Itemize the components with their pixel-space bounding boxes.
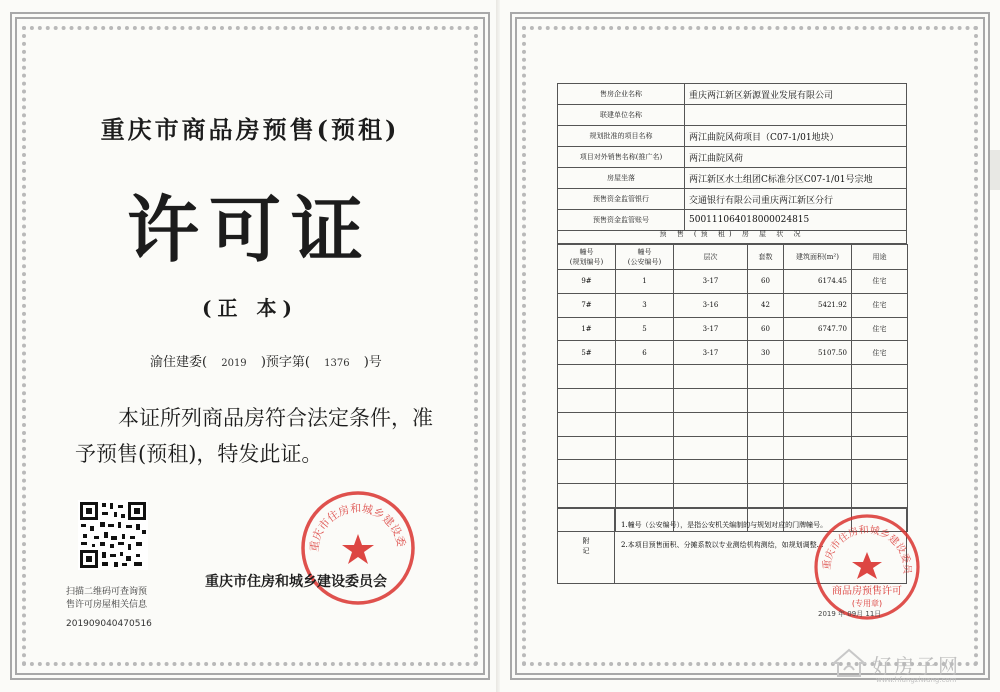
number-year: 2019 (221, 358, 247, 369)
blank-cell (674, 365, 748, 389)
blank-cell (616, 388, 674, 412)
blank-cell (558, 365, 616, 389)
grid-cell: 1# (558, 317, 616, 341)
qr-note-line2: 售许可房屋相关信息 (66, 600, 148, 610)
grid-cell: 9# (558, 270, 616, 294)
blank-cell (616, 436, 674, 460)
notes-label: 附 记 (558, 509, 615, 584)
sales-permit-seal (812, 512, 922, 622)
blank-row (558, 484, 908, 508)
blank-cell (558, 412, 616, 436)
qr-code[interactable] (78, 500, 148, 570)
copy-type: (正 本) (202, 296, 298, 320)
number-suffix: )号 (363, 355, 382, 370)
info-key: 项目对外销售名称(推广名) (558, 147, 685, 168)
grid-cell: 5 (616, 317, 674, 341)
building-table (557, 244, 908, 532)
blank-cell (852, 365, 908, 389)
info-row (558, 105, 907, 126)
blank-cell (852, 412, 908, 436)
grid-cell: 60 (748, 270, 784, 294)
blank-cell (674, 412, 748, 436)
grid-header: 用途 (852, 245, 908, 270)
grid-cell: 3 (616, 293, 674, 317)
grid-cell: 住宅 (852, 293, 908, 317)
blank-cell (852, 436, 908, 460)
blank-cell (748, 365, 784, 389)
grid-cell: 5421.92 (784, 293, 852, 317)
issuer-name: 重庆市住房和城乡建设委员会 (205, 574, 387, 590)
table-row (558, 341, 908, 365)
info-value: 两江曲院风荷项目（C07-1/01地块） (685, 126, 907, 147)
table-row (558, 293, 908, 317)
info-row (558, 168, 907, 189)
binder-clip (990, 150, 1000, 190)
svg-text:重庆市住房和城乡建设委员会 (298, 488, 408, 552)
info-value: 两江曲院风荷 (685, 147, 907, 168)
table-row (558, 317, 908, 341)
blank-cell (558, 460, 616, 484)
blank-cell (558, 388, 616, 412)
seal2-label2: (专用章) (851, 599, 883, 608)
site-watermark (832, 646, 982, 688)
number-prefix: 渝住建委( (150, 355, 208, 370)
blank-cell (852, 388, 908, 412)
blank-cell (784, 365, 852, 389)
blank-row (558, 365, 908, 389)
certificate-body-line2: 予预售(预租)，特发此证。 (75, 442, 323, 466)
blank-cell (852, 484, 908, 508)
grid-cell: 住宅 (852, 341, 908, 365)
grid-cell: 住宅 (852, 317, 908, 341)
certificate-title: 重庆市商品房预售(预租) (100, 115, 400, 144)
grid-cell: 5# (558, 341, 616, 365)
blank-cell (558, 436, 616, 460)
blank-cell (674, 436, 748, 460)
number-mid: )预字第( (260, 355, 310, 370)
info-key: 联建单位名称 (558, 105, 685, 126)
blank-cell (852, 460, 908, 484)
blank-row (558, 388, 908, 412)
blank-cell (616, 460, 674, 484)
grid-cell: 3-16 (674, 293, 748, 317)
blank-cell (748, 412, 784, 436)
blank-row (558, 436, 908, 460)
section-header: 预 售 (预 租) 房 屋 状 况 (557, 224, 907, 244)
info-value (685, 105, 907, 126)
info-row (558, 189, 907, 210)
seal1-arc-path: 重庆市住房和城乡建设委 (307, 501, 408, 553)
info-value: 重庆两江新区新源置业发展有限公司 (685, 84, 907, 105)
blank-cell (784, 436, 852, 460)
grid-cell: 3-17 (674, 317, 748, 341)
blank-cell (674, 484, 748, 508)
info-table (557, 83, 907, 231)
number-seq: 1376 (324, 358, 350, 369)
grid-cell: 6174.45 (784, 270, 852, 294)
blank-cell (784, 412, 852, 436)
blank-cell (784, 388, 852, 412)
grid-cell: 1 (616, 270, 674, 294)
info-value: 500111064018000024815 (685, 210, 907, 231)
blank-cell (748, 436, 784, 460)
grid-cell: 6 (616, 341, 674, 365)
note-line2: 2.本项目预售面积、分摊系数以专业测绘机构测绘，如规划调整... (621, 541, 824, 549)
info-key: 售房企业名称 (558, 84, 685, 105)
table-row (558, 270, 908, 294)
grid-cell: 60 (748, 317, 784, 341)
blank-cell (616, 412, 674, 436)
house-icon (832, 648, 866, 678)
blank-cell (616, 484, 674, 508)
blank-row (558, 412, 908, 436)
grid-cell: 6747.70 (784, 317, 852, 341)
blank-cell (748, 388, 784, 412)
blank-cell (616, 365, 674, 389)
info-key: 预售资金监管账号 (558, 210, 685, 231)
certificate-body-line1: 本证所列商品房符合法定条件，准 (118, 406, 433, 430)
grid-header: 套数 (748, 245, 784, 270)
note-line1: 1.幢号（公安编号），是指公安机关编制的与规划对应的门牌幢号。 (621, 521, 828, 529)
grid-cell: 住宅 (852, 270, 908, 294)
info-row (558, 147, 907, 168)
watermark-url: www.hfangziwang.com (876, 676, 957, 684)
grid-header: 建筑面积(m²) (784, 245, 852, 270)
info-key: 房屋坐落 (558, 168, 685, 189)
grid-cell: 3-17 (674, 270, 748, 294)
certificate-serial: 2019090404​70516 (66, 619, 152, 629)
grid-cell: 30 (748, 341, 784, 365)
info-key: 预售资金监管银行 (558, 189, 685, 210)
seal2-label1: 商品房预售许可 (832, 586, 902, 597)
issue-date: 2019 年 09月 11日 (818, 610, 882, 618)
grid-cell: 3-17 (674, 341, 748, 365)
grid-cell: 7# (558, 293, 616, 317)
qr-note-line1: 扫描二维码可查询预 (66, 587, 148, 597)
blank-cell (674, 388, 748, 412)
blank-cell (674, 460, 748, 484)
blank-cell (748, 484, 784, 508)
grid-cell: 42 (748, 293, 784, 317)
watermark-name: 好房子网 (872, 654, 960, 678)
blank-cell (784, 460, 852, 484)
info-row (558, 126, 907, 147)
blank-cell (748, 460, 784, 484)
info-row (558, 84, 907, 105)
info-value: 交通银行有限公司重庆两江新区分行 (685, 189, 907, 210)
grid-header: 层次 (674, 245, 748, 270)
info-key: 规划批准的项目名称 (558, 126, 685, 147)
blank-row (558, 460, 908, 484)
grid-header: 幢号 (公安编号) (616, 245, 674, 270)
certificate-big-title: 许可证 (126, 187, 373, 272)
blank-cell (558, 484, 616, 508)
certificate-number (150, 351, 382, 370)
grid-cell: 5107.50 (784, 341, 852, 365)
info-value: 两江新区水土组团C标准分区C07-1/01号宗地 (685, 168, 907, 189)
seal2-arc-path: 重庆市住房和城乡建设委员 (821, 524, 913, 575)
blank-cell (784, 484, 852, 508)
grid-header: 幢号 (规划编号) (558, 245, 616, 270)
